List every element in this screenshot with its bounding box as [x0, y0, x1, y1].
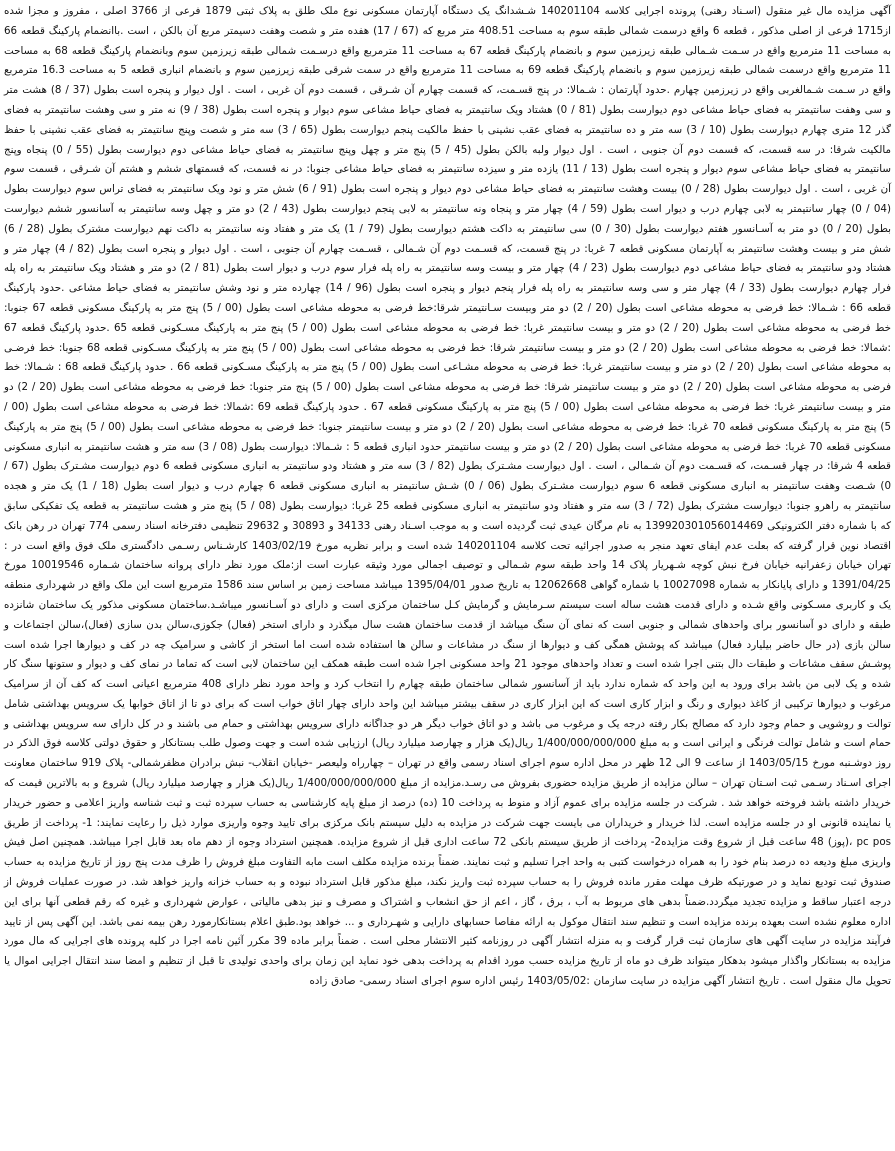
auction-notice: [4, 2, 891, 992]
notice-body-text: آگهی مزایده مال غیر منقول (اسـناد رهنی) پرونده اجرایی کلاسه 140201104 شـشدانگ یک دستگاه آپارتمان مسکونی نوع ملک طلق به پلاک ثبتی 1879 فرعی از 3766 اصلی ، مفروز و مجزا شده از1715 فرعی از اصلی مذکور ، قطعه 6 واقع درسمت شمالی طبقه سوم به مساحت 408.51 متر مربع که (67 / 17) هفده متر و شصت وهفت دسیمتر مربع آن بالکن ، است .باانضمام پارکینگ قطعه 66 به مساحت 11 مترمربع واقع در سـمت شـمالی طبقه زیرزمین سوم و بانضمام پارکینگ قطعه 67 به مساحت 11 مترمربع واقع درسـمت شمالی طبقه زیرزمین سوم وبانضمام پارکینگ قطعه 68 به مساحت 11 مترمربع واقع درسمت شمالی طبقه زیرزمین سوم و بانضمام پارکینگ قطعه 69 به مساحت 11 مترمربع واقع در سمت شرقی طبقه زیرزمین سوم و بانضمام انباری قطعه 5 به مساحت 16.3 مترمربع واقع در سـمت شـمالغربی واقع در زیرزمین چهارم .حدود آپارتمان : شـمالا: در پنج قسـمت، که قسمت چهارم آن شـرقی ، قسمت دوم آن غربی ، است . اول دیوار و پنجره است بطول (37 / 8) هشت متر و سی وهفت سانتیمتر به فضای حیاط مشاعی دوم دیوارست بطول (81 / 0) هشتاد ویک سانتیمتر به فضای حیاط مشاعی سوم دیوار و پنجره است بطول (38 / 9) نه متر و سی وهشت سانتیمتر به فضای گذر 12 متری چهارم دیوارست بطول (10 / 3) سه متر و ده سانتیمتر به فضای عقب نشینی با حفظ مالکیت پنجم دیوارست بطول (65 / 3) سه متر و شصت وپنج سانتیمتر به فضای عقب نشینی با حفظ مالکیت شرقا: در سه قسمت، که قسمت دوم آن جنوبی ، است . اول دیوار ولبه بالکن بطول (45 / 5) پنج متر و چهل وپنج سانتیمتر به فضای حیاط مشاعی دوم دیوارست بطول (55 / 0) پنجاه وپنج سانتیمتر به فضای حیاط مشاعی سوم دیوار و پنجره است بطول (13 / 11) یازده متر و سیزده سانتیمتر به فضای حیاط مشاعی جنوبا: در نه قسمت، که قسمتهای ششم و هشتم آن شـرقی ، قسمت سوم آن غربی ، است . اول دیوارست بطول (28 / 0) بیست وهشت سانتیمتر به فضای حیاط مشاعی دوم دیوار و پنجره است بطول (91 / 6) شش متر و نود ویک سانتیمتر به فضای تراس سوم دیوارست بطول (04 / 0) چهار سانتیمتر به لابی چهارم درب و دیوار است بطول (59 / 4) چهار متر و پنجاه ونه سانتیمتر به لابی پنجم دیوارست بطول (43 / 2) دو متر و چهل وسه سانتیمتر به آسانسور ششم دیوارست بطول (20 / 0) دو متر به آسـانسور هفتم دیوارست بطول (30 / 0) سی سانتیمتر به داکت هشتم دیوارست بطول (79 / 1) یک متر و هفتاد ونه سانتیمتر به داکت نهم دیوارست مشترک بطول (28 / 6) شش متر و بیست وهشت سانتیمتر به آپارتمان مسکونی قطعه 7 غربا: در پنج قسمت، که قسـمت دوم آن شـمالی ، قسـمت چهارم آن جنوبی ، است . اول دیوار و پنجره است بطول (82 / 4) چهار متر و هشتاد ودو سانتیمتر به فضای حیاط مشاعی دوم دیوارست بطول (23 / 4) چهار متر و بیست وسه سانتیمتر به راه پله فرار سوم درب و دیوار است بطول (81 / 2) دو متر و هشتاد ویک سانتیمتر به راه پله فرار چهارم دیوارست بطول (33 / 4) چهار متر و سی وسه سانتیمتر به راه پله فرار پنجم دیوار و پنجره است بطول (96 / 14) چهارده متر و نود وشش سانتیمتر به فضای حیاط مشاعی .حدود پارکینگ قطعه 66 : شـمالا: خط فرضی به محوطه مشاعی است بطول (20 / 2) دو متر وبیست سـانتیمتر شرقا:خط فرضی به محوطه مشاعی است بطول (00 / 5) پنج متر به پارکینگ مسکونی قطعه 67 جنوبا: خط فرضی به محوطه مشاعی است بطول (20 / 2) دو متر و بیست سانتیمتر غربا: خط فرضی به محوطه مشاعی است بطول (00 / 5) پنج متر به پارکینگ مسـکونی قطعه 65 .حدود پارکینگ قطعه 67 :شمالا: خط فرضی به محوطه مشاعی است بطول (20 / 2) دو متر و بیست سانتیمتر شرقا: خط فرضی به محوطه مشاعی است بطول (00 / 5) پنج متر به پارکینگ مسـکونی قطعه 68 جنوبا: خط فرضـی به محوطه مشاعی است بطول (20 / 2) دو متر و بیست سانتیمتر غربا: خط فرضی به محوطه مشـاعی است بطول (00 / 5) پنج متر به پارکینگ مسـکونی قطعه 66 . حدود پارکینگ قطعه 68 : شـمالا: خط فرضی به محوطه مشاعی است بطول (20 / 2) دو متر و بیست سانتیمتر شرقا: خط فرضی به محوطه مشاعی است بطول (00 / 5) پنج متر جنوبا: خط فرضی به محوطه مشاعی است بطول (20 / 2) دو متر و بیست سانتیمتر غربا: خط فرضی به محوطه مشاعی است بطول (00 / 5) پنج متر به پارکینگ مسکونی قطعه 67 . حدود پارکینگ قطعه 69 :شمالا: خط فرضی به محوطه مشاعی است بطول (00 / 5) پنج متر به پارکینگ مسکونی قطعه 70 غربا: خط فرضی به محوطه مشاعی است بطول (20 / 2) دو متر و بیست سانتیمتر جنوبا: خط فرضی به محوطه مشاعی است بطول (00 / 5) پنج متر به پارکینگ مسکونی قطعه 70 غربا: خط فرضی به محوطه مشاعی است بطول (20 / 2) دو متر و بیست سانتیمتر حدود انباری قطعه 5 : شـمالا: دیوارست بطول (08 / 3) سه متر و هشت سانتیمتر به انباری مسکونی قطعه 4 شرقا: در چهار قسـمت، که قسـمت دوم آن شـمالی ، است . اول دیوارست مشـترک بطول (82 / 3) سه متر و هشتاد ودو سانتیمتر به انباری مسکونی قطعه 6 دوم دیوارست مشـترک بطول (67 / 0) شـصت وهفت سانتیمتر به انباری مسکونی قطعه 6 سوم دیوارست مشـترک بطول (06 / 0) شـش سانتیمتر به انباری مسکونی قطعه 6 چهارم درب و دیوار است بطول (18 / 1) یک متر و هجده سانتیمتر به راهرو جنوبا: دیوارست مشترک بطول (72 / 3) سه متر و هفتاد ودو سانتیمتر به انباری مسکونی قطعه 25 غربا: دیوارست بطول (08 / 5) پنج متر و هشت سانتیمتر به قطعه یک تفکیکی سابق که با شماره دفتر الکترونیکی 139920301056014469 به نام مرگان عیدی ثبت گردیده است و به موجب اسـناد رهنی 34133 و 30893 و 29632 تنظیمی دفترخانه اسناد رسمی 774 تهران در رهن بانک اقتصاد نوین قرار گرفته که بعلت عدم ایفای تعهد منجر به صدور اجرائیه تحت کلاسه 140201104 شده است و برابر نظریه مورخ 1403/02/19 کارشـناس رسـمی دادگستری ملک فوق واقع است در : تهران خیابان زعفرانیه خیابان فرخ نبش کوچه شـهریار پلاک 14 واحد طبقه سوم شـمالی و توصیف اجمالی مورد وثیقه عبارت است از:ملک مورد نظر دارای پروانه ساختمان شـماره 10019546 مورخ 1391/04/25 و دارای پایانکار به شماره 10027098 با شماره گواهی 12062668 به تاریخ صدور 1395/04/01 میباشد مساحت زمین بر اساس سند 1586 مترمربع است این ملک واقع در شهرداری منطقه یک و کاربری مسـکونی واقع شـده و دارای قدمت هشت ساله است سیستم سـرمایش و گرمایش کـل ساختمان مرکزی است و دارای دو آسـانسور میباشـد.ساختمان مسکونی مذکور یک ساختمان شانزده طبقه و دارای دو آسانسور برای واحدهای شمالی و جنوبی است که نمای آن سنگ میباشد از قدمت ساختمان هشت سال میگذرد و دارای استخر (فعال) جکوزی،سالن بدن سازی (فعال)،سالن اجتماعات و سالن بازی (در حال حاضر بیلیارد فعال) میباشد که پوشش همگی کف و دیوارها از سنگ در مشاعات و سالن ها استفاده شده است اما استخر از کاشی و سرامیک چه در کف و دیوارها اجرا شده است پوشـش سقف مشاعات و طبقات دال بتنی اجرا شده است و تعداد واحدهای موجود 21 واحد مسکونی اجرا شده است طبقه همکف این ساختمان لابی است که تماما در نمای کف و دیوار و ستونها سنگ کار شده و یک لابی من باشد برای ورود به این واحد که شماره ندارد باید از آسانسور شمالی ساختمان طبقه چهارم را انتخاب کرد و واحد مورد نظر دارای 408 مترمربع اعیانی است که کف آن از سرامیک مرغوب و دیوارها ترکیبی از کاغذ دیواری و رنگ و ابزار کاری است که این ابزار کاری در سقف بیشتر میباشد این واحد دارای چهار اتاق خواب است که برای دو تا از اتاق خوابها یک سرویس بهداشتی شامل توالت و روشویی و حمام وجود دارد که مصالح بکار رفته درجه یک و مرغوب می باشد و دو اتاق خواب دیگر هر دو جداگانه دارای سرویس بهداشتی و حمام می باشند و در کل دارای سه سرویس بهداشتی و حمام است و شامل توالت فرنگی و ایرانی است و به مبلغ 1/400/000/000/000 ریال(یک هزار و چهارصد میلیارد ریال) ارزیابی شده است و جهت وصول طلب بستانکار و حقوق دولتی کلاسه فوق الذکر در روز دوشـنبه مورخ 1403/05/15 از ساعت 9 الی 12 ظهر در محل اداره سوم اجرای اسناد رسمی واقع در تهران – چهارراه ولیعصر -خیابان انقلاب- نبش برادران مظفرشمالی- پلاک 919 ساختمان معاونت اجرای اسـناد رسـمی ثبت اسـتان تهران – سالن مزایده از طریق مزایده حضوری بفروش می رسـد.مزایده از مبلغ 1/400/000/000/000 ریال(یک هزار و چهارصد میلیارد ریال) شروع و به بالاترین قیمت که خریدار داشته باشد فروخته خواهد شد . شرکت در جلسه مزایده برای عموم آزاد و منوط به پرداخت 10 (ده) درصد از مبلغ پایه کارشناسی به حساب سپرده ثبت و ثبت شناسه واریز اعلامی و حضور خریدار یا نماینده قانونی او در جلسه مزایده است. لذا خریدار و خریداران می بایست جهت شرکت در مزایده به دلیل سیستم بانک مرکزی برای تایید وجوه واریزی موارد ذیل را رعایت نمایند: 1- پرداخت از طریق pc pos ،(پوز) 48 ساعت قبل از شروع وقت مزایده2- پرداخت از طریق سیستم بانکی 72 ساعت اداری قبل از شروع مزایده. همچنین استرداد وجوه از دهم ماه بعد قابل اجرا میباشد. همچنین اصل فیش واریزی مبلغ ودیعه ده درصد بنام خود را به همراه درخواست کتبی به واحد اجرا تسلیم و ثبت نمایند. ضمناً برنده مزایده مکلف است مابه التفاوت مبلغ فروش را ظرف مدت پنج روز از تاریخ مزایده به حساب صندوق ثبت تودیع نماید و در صورتیکه ظرف مهلت مقرر مانده فروش را به حساب سپرده ثبت واریز نکند، مبلغ مذکور قابل استرداد نبوده و به حساب خزانه واریز خواهد شد. در صورت عملیات فروش از درجه اعتبار ساقط و مزایده تجدید میگردد.ضمناً بدهی های مربوط به آب ، برق ، گاز ، اعم از حق انشعاب و اشتراک و مصرف و نیز بدهی مالیاتی ، عوارض شهرداری و غیره که رقم قطعی آنها برای این اداره معلوم نشده است بعهده برنده مزایده است و تنظیم سند انتقال موکول به ارائه مفاصا حسابهای دارایی و شهـرداری و ... خواهد بود.طبق اعلام بستانکارمورد رهن بیمه نمی باشد. این آگهی پس از تایید فرآیند مزایده در سایت آگهی های سازمان ثبت قرار گرفت و به منزله انتشار آگهی در روزنامه کثیر الانتشار محلی است . ضمناً برابر ماده 39 مکرر آئین نامه اجرا در کلیه پرونده های اجرایی که مال مورد مزایده به بستانکار واگذار میشود بدهکار میتواند ظرف دو ماه از تاریخ مزایده حسب مورد اقدام به پرداخت بدهی خود نماید این زمان برای واحدی تولیدی تا قبل از تنظیم و امضا سند انتقال اجرایی اموال یا تحویل مال منقول است . تاریخ انتشار آگهی مزایده در سایت سازمان :1403/05/02 رئیس اداره سوم اجرای اسناد رسمی- صادق زاده: [4, 5, 892, 988]
